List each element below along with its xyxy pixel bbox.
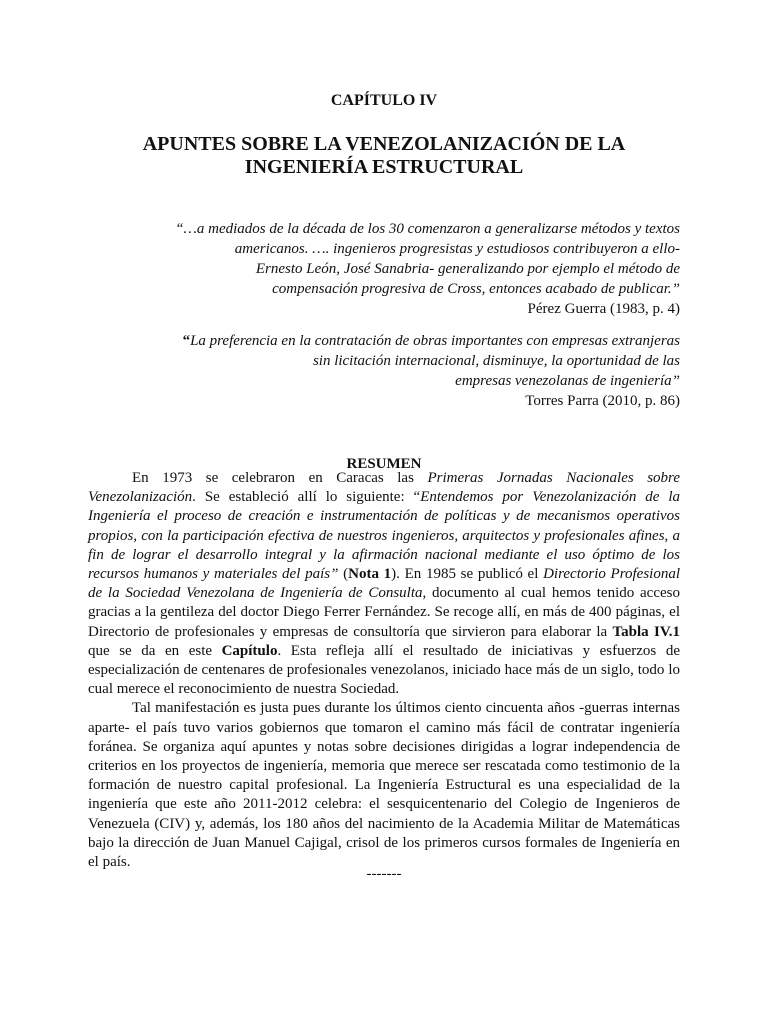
italic-run: Primeras Jornadas Nacionales sobre Venezolanización <box>88 470 680 506</box>
epigraph-line: sin licitación internacional, disminuye, la oportunidad de las <box>312 353 680 369</box>
paragraph-1 <box>88 469 680 699</box>
epigraph-line: empresas venezolanas de ingeniería” <box>455 373 680 389</box>
text-run: que se da en este <box>88 642 222 659</box>
epigraph-line: Ernesto León, José Sanabria- generalizando por ejemplo el método de <box>255 261 680 277</box>
epigraph-line-text: La preferencia en la contratación de obras importantes con empresas extranjeras <box>190 333 680 349</box>
resumen-body <box>88 469 680 872</box>
paragraph-2: Tal manifestación es justa pues durante los últimos ciento cincuenta años -guerras internas aparte- el país tuvo varios gobiernos que tomaron el camino más fácil de contratar ingeniería foránea. Se organiza aquí apuntes y notas sobre decisiones dirigidas a lograr independencia de criterios en los proyectos de ingeniería, memoria que merece ser rescatada como testimonio de la formación de nuestro capital profesional. La Ingeniería Estructural es una especialidad de la ingeniería que este año 2011-2012 celebra: el sesquicentenario del Colegio de Ingenieros de Venezuela (CIV) y, además, los 180 años del nacimiento de la Academia Militar de Matemáticas bajo la dirección de Juan Manuel Cajigal, crisol de los primeros cursos formales de Ingeniería en el país. <box>88 700 680 871</box>
bold-run: Tabla IV.1 <box>612 623 680 640</box>
chapter-label: CAPÍTULO IV <box>330 92 438 109</box>
open-quote-mark: “ <box>182 333 191 349</box>
italic-run: Directorio Profesional de la Sociedad Venezolana de Ingeniería de Consulta <box>88 566 681 602</box>
chapter-title-line-1: APUNTES SOBRE LA VENEZOLANIZACIÓN DE LA <box>142 133 626 155</box>
epigraph-line <box>150 331 680 351</box>
epigraph-line: compensación progresiva de Cross, entonces acabado de publicar.” <box>272 281 680 297</box>
section-separator: ------- <box>366 866 402 882</box>
epigraph-torres-parra <box>150 331 680 411</box>
text-run: . Se estableció allí lo siguiente: “ <box>192 489 421 506</box>
text-run: ). En 1985 se publicó el <box>391 566 544 583</box>
text-run: En 1973 se celebraron en Caracas las <box>132 470 428 486</box>
epigraph-perez-guerra <box>150 219 680 319</box>
bold-run: Nota 1 <box>348 566 392 583</box>
text-run: , documento al cual hemos tenido acceso gracias a la gentileza del doctor Diego Ferrer Fernández. Se recoge allí, en más de 400 páginas, el Directorio de profesionales y empresas de consultoría que sirvieron para elaborar la <box>88 585 680 640</box>
chapter-title <box>88 133 680 179</box>
chapter-title-line-2: INGENIERÍA ESTRUCTURAL <box>244 156 524 178</box>
bold-run: Capítulo <box>221 642 278 659</box>
resumen-heading: RESUMEN <box>346 456 422 472</box>
text-run: ( <box>338 566 349 583</box>
epigraph-line: “…a mediados de la década de los 30 comenzaron a generalizarse métodos y textos <box>175 221 680 237</box>
epigraph-attribution: Torres Parra (2010, p. 86) <box>525 393 680 409</box>
epigraph-attribution: Pérez Guerra (1983, p. 4) <box>527 301 680 317</box>
italic-run: Entendemos por Venezolanización de la Ingeniería el proceso de creación e instrumentación de políticas y de mecanismos operativos propios, con la participación efectiva de nuestros ingenieros, arquitectos y profesionales afines, a fin de lograr el desarrollo integral y la afirmación nacional mediante el uso óptimo de los recursos humanos y materiales del país” <box>88 489 681 583</box>
text-run: . Esta refleja allí el resultado de iniciativas y esfuerzos de especialización de centenares de profesionales venezolanos, iniciado hace más de un siglo, todo lo cual merece el reconocimiento de nuestra Sociedad. <box>88 642 680 698</box>
epigraph-line: americanos. …. ingenieros progresistas y estudiosos contribuyeron a ello- <box>234 241 680 257</box>
